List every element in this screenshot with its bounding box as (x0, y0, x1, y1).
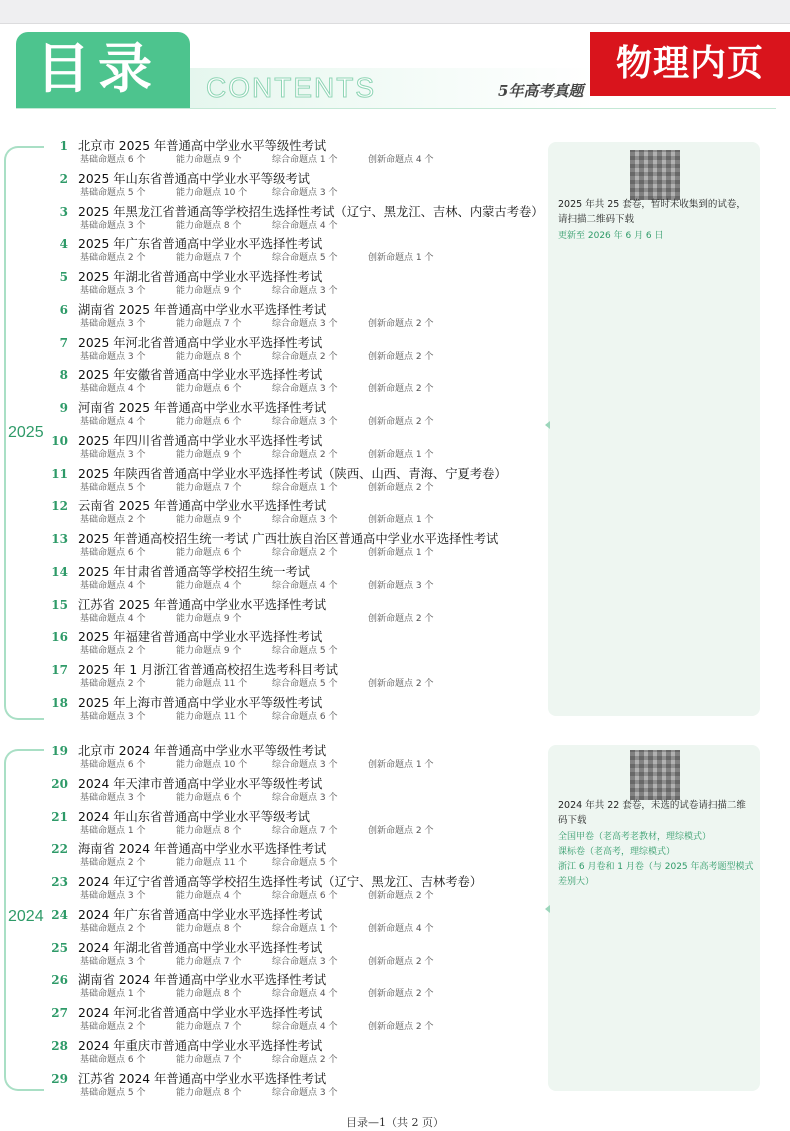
entry-number: 5 (59, 270, 68, 284)
meta-item: 创新命题点 2 个 (368, 417, 434, 427)
panel-pointer-icon (545, 905, 550, 913)
meta-item: 创新命题点 1 个 (368, 760, 434, 770)
meta-item: 基础命题点 3 个 (80, 711, 146, 722)
meta-item: 能力命题点 11 个 (176, 711, 248, 722)
meta-item: 创新命题点 4 个 (368, 923, 434, 934)
entry-title[interactable]: 2024 年广东省普通高中学业水平选择性考试 (78, 907, 323, 922)
entry-meta (80, 613, 464, 626)
meta-item: 基础命题点 2 个 (80, 858, 146, 869)
entry-number: 25 (51, 940, 68, 955)
meta-item: 基础命题点 2 个 (80, 923, 146, 934)
meta-item: 基础命题点 3 个 (80, 449, 146, 460)
meta-item: 综合命题点 3 个 (272, 956, 338, 967)
entry-meta (80, 514, 464, 527)
meta-item: 综合命题点 2 个 (272, 1054, 338, 1065)
entry-number: 23 (51, 875, 68, 889)
meta-item: 基础命题点 6 个 (80, 1054, 146, 1065)
meta-item: 基础命题点 5 个 (80, 187, 146, 198)
toc-entry[interactable] (0, 367, 540, 397)
entry-number: 29 (51, 1071, 68, 1086)
meta-item: 创新命题点 1 个 (368, 515, 434, 526)
entry-title[interactable]: 2024 年重庆市普通高中学业水平选择性考试 (78, 1038, 323, 1053)
physics-badge: 物理内页 (590, 32, 790, 96)
toc-entry[interactable] (0, 972, 540, 1002)
panel-note: 2024 年共 22 套卷，未选的试卷请扫描二维码下载 (558, 800, 746, 826)
toc-entry[interactable] (0, 138, 540, 168)
contents-label: CONTENTS (206, 72, 376, 103)
entry-number: 9 (59, 401, 68, 415)
entry-meta (80, 890, 464, 903)
meta-item: 能力命题点 6 个 (176, 792, 242, 803)
toc-entry[interactable] (0, 531, 540, 561)
meta-item: 能力命题点 4 个 (176, 891, 242, 901)
toc-entry[interactable] (0, 597, 540, 627)
meta-item: 创新命题点 2 个 (368, 989, 434, 1000)
meta-item: 基础命题点 2 个 (80, 679, 146, 689)
meta-item: 能力命题点 9 个 (176, 646, 242, 657)
meta-item: 综合命题点 3 个 (272, 286, 338, 296)
toc-entry[interactable] (0, 907, 540, 937)
meta-item: 创新命题点 4 个 (368, 155, 434, 165)
meta-item: 基础命题点 3 个 (80, 318, 146, 329)
entry-title[interactable]: 海南省 2024 年普通高中学业水平选择性考试 (78, 842, 327, 857)
entry-title[interactable]: 江苏省 2025 年普通高中学业水平选择性考试 (78, 597, 327, 612)
header-divider (16, 108, 776, 109)
meta-item: 创新命题点 1 个 (368, 253, 434, 264)
meta-item: 综合命题点 2 个 (272, 351, 338, 362)
meta-item: 综合命题点 3 个 (272, 515, 338, 526)
meta-item: 综合命题点 1 个 (272, 155, 338, 165)
entry-meta (80, 956, 464, 969)
toc-entry[interactable] (0, 695, 540, 725)
meta-item: 基础命题点 2 个 (80, 253, 146, 264)
entry-number: 22 (51, 842, 68, 857)
meta-item: 能力命题点 8 个 (176, 351, 242, 362)
entry-title[interactable]: 2025 年上海市普通高中学业水平等级性考试 (78, 695, 323, 710)
meta-item: 基础命题点 6 个 (80, 155, 146, 165)
entry-meta (80, 416, 464, 429)
entry-number: 15 (51, 597, 68, 612)
toc-entry[interactable] (0, 1038, 540, 1068)
meta-item: 综合命题点 3 个 (272, 187, 338, 198)
entry-meta (80, 792, 464, 805)
entry-title[interactable]: 2025 年山东省普通高中学业水平等级考试 (78, 171, 310, 186)
entry-title[interactable]: 2025 年四川省普通高中学业水平选择性考试 (78, 433, 323, 448)
meta-item: 综合命题点 3 个 (272, 1087, 338, 1098)
entry-number: 3 (59, 204, 68, 219)
entry-number: 21 (51, 809, 68, 824)
entry-title[interactable]: 北京市 2024 年普通高中学业水平等级性考试 (78, 744, 327, 758)
toc-entry[interactable] (0, 433, 540, 463)
header-slogan: 5年高考真题 (498, 82, 584, 100)
meta-item: 创新命题点 2 个 (368, 482, 434, 493)
meta-item: 基础命题点 4 个 (80, 580, 146, 591)
entry-title[interactable]: 2024 年辽宁省普通高等学校招生选择性考试（辽宁、黑龙江、吉林考卷） (78, 875, 483, 889)
entry-meta (80, 318, 464, 331)
entry-meta (80, 711, 464, 724)
panel-green-notes (558, 830, 754, 890)
meta-item: 基础命题点 2 个 (80, 646, 146, 657)
meta-item: 基础命题点 6 个 (80, 548, 146, 558)
meta-item: 综合命题点 5 个 (272, 253, 338, 264)
meta-item: 创新命题点 1 个 (368, 449, 434, 460)
meta-item: 综合命题点 3 个 (272, 760, 338, 770)
entry-number: 18 (51, 695, 68, 710)
entry-title[interactable]: 2025 年广东省普通高中学业水平选择性考试 (78, 237, 323, 252)
meta-item: 综合命题点 1 个 (272, 923, 338, 934)
panel-green-line: 全国甲卷（老高考老教材，理综模式） (558, 832, 712, 842)
toc-entry[interactable] (0, 1071, 540, 1101)
toc-entry[interactable] (0, 269, 540, 299)
meta-item: 能力命题点 7 个 (176, 318, 242, 329)
meta-item: 能力命题点 8 个 (176, 1087, 242, 1098)
meta-item: 基础命题点 3 个 (80, 891, 146, 901)
meta-item: 基础命题点 2 个 (80, 515, 146, 526)
meta-item: 能力命题点 4 个 (176, 580, 242, 591)
top-band (0, 0, 790, 24)
qr-code-icon[interactable] (630, 750, 680, 800)
entry-title[interactable]: 湖南省 2025 年普通高中学业水平选择性考试 (78, 302, 327, 317)
entry-meta (80, 988, 464, 1001)
toc-entry[interactable] (0, 466, 540, 496)
meta-item: 基础命题点 5 个 (80, 1087, 146, 1098)
entry-number: 24 (51, 907, 68, 922)
meta-item: 创新命题点 2 个 (368, 318, 434, 329)
entry-number: 19 (51, 744, 68, 758)
entry-number: 10 (51, 433, 68, 448)
page-footer: 目录—1（共 2 页） (346, 1116, 444, 1129)
toc-entry[interactable] (0, 335, 540, 365)
entry-meta (80, 351, 464, 364)
meta-item: 创新命题点 2 个 (368, 891, 434, 901)
entry-number: 6 (59, 302, 68, 317)
entry-number: 17 (51, 663, 68, 677)
entry-title[interactable]: 2024 年河北省普通高中学业水平选择性考试 (78, 1006, 323, 1020)
meta-item: 基础命题点 1 个 (80, 989, 146, 1000)
toc-entry[interactable] (0, 743, 540, 773)
toc-entry[interactable] (0, 940, 540, 970)
meta-item: 能力命题点 9 个 (176, 449, 242, 460)
meta-item: 基础命题点 1 个 (80, 825, 146, 836)
entry-number: 27 (51, 1006, 68, 1020)
meta-item: 基础命题点 3 个 (80, 351, 146, 362)
meta-item: 创新命题点 2 个 (368, 1022, 434, 1032)
meta-item: 创新命题点 2 个 (368, 351, 434, 362)
meta-item: 能力命题点 9 个 (176, 286, 242, 296)
meta-item: 能力命题点 7 个 (176, 1054, 242, 1065)
entry-meta (80, 383, 464, 396)
entry-title[interactable]: 2024 年天津市普通高中学业水平等级性考试 (78, 776, 323, 791)
panel-green-line: 课标卷（老高考，理综模式） (558, 847, 676, 857)
entry-meta (80, 1021, 464, 1034)
meta-item: 创新命题点 2 个 (368, 825, 434, 836)
entry-title[interactable]: 2025 年陕西省普通高中学业水平选择性考试（陕西、山西、青海、宁夏考卷） (78, 466, 507, 481)
meta-item: 综合命题点 4 个 (272, 220, 338, 231)
meta-item: 基础命题点 4 个 (80, 384, 146, 395)
panel-green-line: 浙江 6 月卷和 1 月卷（与 2025 年高考题型模式差别大） (558, 862, 754, 887)
qr-code-icon[interactable] (630, 150, 680, 200)
meta-item: 综合命题点 6 个 (272, 711, 338, 722)
meta-item: 能力命题点 11 个 (176, 858, 248, 869)
meta-item: 能力命题点 7 个 (176, 253, 242, 264)
meta-item: 综合命题点 2 个 (272, 449, 338, 460)
toc-entry[interactable] (0, 171, 540, 201)
meta-item: 能力命题点 8 个 (176, 989, 242, 1000)
toc-entry[interactable] (0, 564, 540, 594)
year-label: 2025 (8, 422, 44, 444)
meta-item: 综合命题点 2 个 (272, 548, 338, 558)
toc-entry[interactable] (0, 498, 540, 528)
entry-meta (80, 857, 464, 870)
entry-meta (80, 645, 464, 658)
entry-title[interactable]: 2025 年普通高校招生统一考试 广西壮族自治区普通高中学业水平选择性考试 (78, 532, 499, 546)
meta-item: 能力命题点 9 个 (176, 515, 242, 526)
entry-meta (80, 285, 464, 298)
meta-item: 创新命题点 2 个 (368, 679, 434, 689)
meta-item: 能力命题点 9 个 (176, 155, 242, 165)
meta-item: 综合命题点 7 个 (272, 825, 338, 836)
meta-item: 基础命题点 4 个 (80, 417, 146, 427)
entry-title[interactable]: 云南省 2025 年普通高中学业水平选择性考试 (78, 499, 327, 514)
entry-meta (80, 1087, 464, 1100)
entry-meta (80, 187, 464, 200)
entry-title[interactable]: 2025 年湖北省普通高中学业水平选择性考试 (78, 270, 323, 284)
panel-pointer-icon (545, 421, 550, 429)
entry-title[interactable]: 2024 年山东省普通高中学业水平等级考试 (78, 809, 310, 824)
meta-item: 能力命题点 10 个 (176, 760, 248, 770)
meta-item: 综合命题点 5 个 (272, 679, 338, 689)
meta-item: 基础命题点 3 个 (80, 956, 146, 967)
panel-green-notes (558, 229, 754, 244)
meta-item: 能力命题点 6 个 (176, 384, 242, 395)
entry-number: 11 (51, 466, 68, 481)
entry-title[interactable]: 2025 年甘肃省普通高等学校招生统一考试 (78, 564, 310, 579)
panel-green-line: 更新至 2026 年 6 月 6 日 (558, 231, 664, 241)
meta-item: 能力命题点 8 个 (176, 923, 242, 934)
entry-number: 7 (59, 335, 68, 350)
meta-item: 综合命题点 3 个 (272, 384, 338, 395)
toc-entry[interactable] (0, 204, 544, 234)
entry-meta (80, 547, 464, 560)
meta-item: 创新命题点 2 个 (368, 613, 434, 624)
meta-item: 基础命题点 3 个 (80, 286, 146, 296)
meta-item: 基础命题点 4 个 (80, 613, 146, 624)
toc-entry[interactable] (0, 874, 540, 904)
entry-number: 26 (51, 973, 68, 988)
entry-meta (80, 923, 464, 936)
meta-item: 基础命题点 2 个 (80, 1022, 146, 1032)
entry-meta (80, 580, 464, 593)
meta-item: 能力命题点 8 个 (176, 220, 242, 231)
entry-title[interactable]: 湖南省 2024 年普通高中学业水平选择性考试 (78, 973, 327, 988)
entry-number: 28 (51, 1038, 68, 1053)
meta-item: 综合命题点 3 个 (272, 417, 338, 427)
meta-item: 综合命题点 4 个 (272, 989, 338, 1000)
entry-number: 4 (59, 237, 68, 252)
entry-title[interactable]: 2025 年河北省普通高中学业水平选择性考试 (78, 335, 323, 350)
meta-item: 基础命题点 3 个 (80, 792, 146, 803)
entry-number: 2 (59, 171, 68, 186)
entry-title[interactable]: 2024 年湖北省普通高中学业水平选择性考试 (78, 940, 323, 955)
meta-item: 能力命题点 8 个 (176, 825, 242, 836)
meta-item: 基础命题点 3 个 (80, 220, 146, 231)
meta-item: 创新命题点 2 个 (368, 956, 434, 967)
meta-item: 综合命题点 4 个 (272, 1022, 338, 1032)
entry-title[interactable]: 2025 年黑龙江省普通高等学校招生选择性考试（辽宁、黑龙江、吉林、内蒙古考卷） (78, 204, 544, 219)
meta-item: 创新命题点 2 个 (368, 384, 434, 395)
entry-number: 14 (51, 564, 68, 579)
panel-note: 2025 年共 25 套卷，暂时未收集到的试卷，请扫描二维码下载 (558, 199, 746, 225)
meta-item: 综合命题点 3 个 (272, 792, 338, 803)
entry-title[interactable]: 2025 年 1 月浙江省普通高校招生选考科目考试 (78, 663, 338, 677)
entry-meta (80, 678, 464, 691)
meta-item: 能力命题点 6 个 (176, 548, 242, 558)
entry-meta (80, 252, 464, 265)
entry-title[interactable]: 2025 年福建省普通高中学业水平选择性考试 (78, 630, 323, 645)
toc-entry[interactable] (0, 662, 540, 692)
meta-item: 能力命题点 7 个 (176, 1022, 242, 1032)
meta-item: 综合命题点 5 个 (272, 646, 338, 657)
entry-number: 12 (51, 499, 68, 514)
meta-item: 基础命题点 5 个 (80, 482, 146, 493)
toc-entry[interactable] (0, 236, 540, 266)
toc-entry[interactable] (0, 629, 540, 659)
toc-entry[interactable] (0, 1005, 540, 1035)
meta-item: 能力命题点 9 个 (176, 613, 242, 624)
entry-meta (80, 759, 464, 772)
toc-entry[interactable] (0, 302, 540, 332)
entry-meta (80, 825, 464, 838)
year-label: 2024 (8, 906, 44, 928)
meta-item: 基础命题点 6 个 (80, 760, 146, 770)
toc-entry[interactable] (0, 400, 540, 430)
entry-title[interactable]: 河南省 2025 年普通高中学业水平选择性考试 (78, 401, 327, 415)
entry-meta (80, 482, 464, 495)
entry-meta (80, 154, 464, 167)
entry-meta (80, 1054, 464, 1067)
meta-item: 能力命题点 6 个 (176, 417, 242, 427)
toc-entry[interactable] (0, 776, 540, 806)
toc-entry[interactable] (0, 809, 540, 839)
meta-item: 能力命题点 7 个 (176, 482, 242, 493)
meta-item: 能力命题点 7 个 (176, 956, 242, 967)
entry-meta (80, 220, 464, 233)
entry-title[interactable]: 2025 年安徽省普通高中学业水平选择性考试 (78, 368, 323, 383)
meta-item: 综合命题点 6 个 (272, 891, 338, 901)
page-header (0, 24, 790, 114)
entry-number: 16 (51, 630, 68, 645)
entry-number: 8 (59, 368, 68, 383)
entry-title[interactable]: 北京市 2025 年普通高中学业水平等级性考试 (78, 139, 327, 153)
toc-entry[interactable] (0, 841, 540, 871)
entry-title[interactable]: 江苏省 2024 年普通高中学业水平选择性考试 (78, 1071, 327, 1086)
entry-meta (80, 449, 464, 462)
meta-item: 综合命题点 4 个 (272, 580, 338, 591)
meta-item: 综合命题点 5 个 (272, 858, 338, 869)
entry-number: 1 (59, 139, 68, 153)
meta-item: 创新命题点 1 个 (368, 548, 434, 558)
page-title: 目录 (36, 37, 160, 100)
meta-item: 能力命题点 11 个 (176, 679, 248, 689)
meta-item: 创新命题点 3 个 (368, 580, 434, 591)
entry-number: 20 (51, 776, 68, 791)
meta-item: 综合命题点 1 个 (272, 482, 338, 493)
entry-number: 13 (51, 532, 68, 546)
meta-item: 综合命题点 3 个 (272, 318, 338, 329)
meta-item: 能力命题点 10 个 (176, 187, 248, 198)
